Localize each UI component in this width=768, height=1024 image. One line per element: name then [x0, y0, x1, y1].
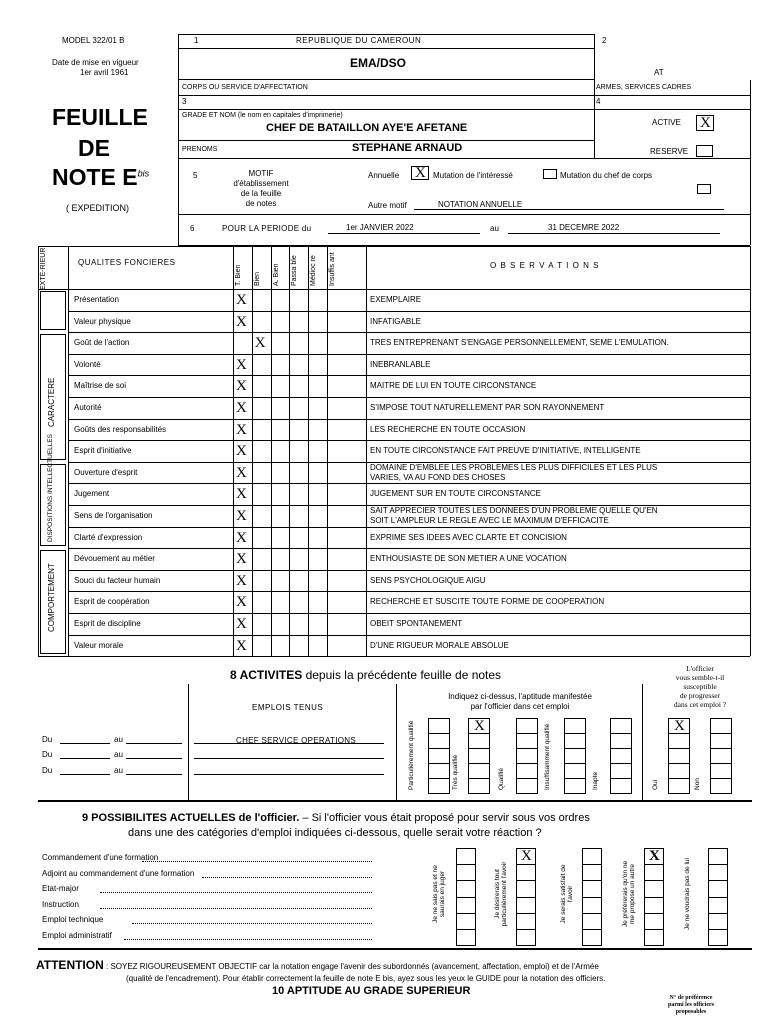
- aptitude-label-4: Inapte: [592, 771, 599, 790]
- rating-header-0: T. Bien: [235, 264, 242, 286]
- reaction-cell[interactable]: [516, 897, 536, 914]
- group-label-2: COMPORTEMENT: [47, 563, 56, 633]
- rating-mark[interactable]: X: [236, 594, 247, 611]
- aptitude-cell[interactable]: [468, 718, 490, 734]
- emplois-tenus-label: EMPLOIS TENUS: [252, 703, 324, 712]
- reaction-cell[interactable]: [582, 929, 602, 946]
- rating-mark[interactable]: X: [236, 508, 247, 524]
- emploi-category: Etat-major: [42, 884, 79, 893]
- rating-header-4: Médioc re: [310, 255, 318, 286]
- observation-text: SAIT APPRECIER TOUTES LES DONNEES D'UN PROBLEME QUELLE QU'EN: [370, 506, 658, 515]
- aptitude-mark: X: [674, 718, 685, 734]
- active-mark: X: [700, 115, 711, 131]
- col-exterieur: EXTÉ-RIEUR: [40, 247, 47, 290]
- aptitude-cell[interactable]: [564, 763, 586, 779]
- aptitude-cell[interactable]: [668, 748, 690, 764]
- aptitude-cell[interactable]: [516, 718, 538, 734]
- observation-text: LES RECHERCHE EN TOUTE OCCASION: [370, 424, 526, 434]
- observation-text: OBEIT SPONTANEMENT: [370, 619, 463, 628]
- attention-text-2: (qualité de l'encadrement). Pour établir correctement la feuille de note E bis, ayez sous les yeux le GUIDE pour la notation des officiers.: [126, 974, 606, 983]
- expedition-label: ( EXPEDITION): [66, 203, 130, 213]
- quality-label: Ouverture d'esprit: [74, 467, 138, 477]
- reaction-cell[interactable]: [516, 848, 536, 865]
- observation-text: RECHERCHE ET SUSCITE TOUTE FORME DE COOPERATION: [370, 597, 605, 607]
- emploi-category-dots: [142, 861, 372, 862]
- emploi-category-dots: [124, 939, 372, 940]
- reaction-cell[interactable]: [708, 864, 728, 881]
- aptitude-label-5: Oui: [652, 779, 659, 790]
- reaction-cell[interactable]: [644, 880, 664, 897]
- aptitude-cell[interactable]: [468, 748, 490, 764]
- aptitude-label-6: Non: [694, 778, 701, 790]
- reaction-cell[interactable]: [708, 929, 728, 946]
- quality-label: Autorité: [74, 403, 102, 412]
- aptitude-cell[interactable]: [610, 718, 632, 734]
- du-field[interactable]: [60, 743, 110, 744]
- field-number-4: 4: [596, 97, 601, 106]
- progress-question: L'officier vous semble-t-il susceptible de progresser dans cet emploi ?: [673, 664, 727, 709]
- mutation-chef-label: Mutation du chef de corps: [560, 171, 653, 180]
- reaction-label-3: Je préférerais qu'on ne me propose un autre: [622, 860, 636, 928]
- quality-label: Esprit d'initiative: [74, 446, 132, 456]
- quality-label: Esprit de coopération: [74, 597, 150, 607]
- reaction-label-4: Je ne voudrais pas de lui: [684, 858, 691, 930]
- reaction-cell[interactable]: [456, 848, 476, 865]
- rating-mark[interactable]: X: [236, 378, 247, 395]
- reaction-cell[interactable]: [516, 929, 536, 946]
- reaction-cell[interactable]: [582, 880, 602, 897]
- observation-text: DOMAINE D'EMBLEE LES PROBLEMES LES PLUS DIFFICILES ET LES PLUS: [370, 462, 658, 472]
- field-number-2: 2: [602, 36, 607, 45]
- quality-label: Clarté d'expression: [74, 532, 143, 542]
- aptitude-cell[interactable]: [668, 763, 690, 779]
- observation-text-line2: SOIT L'AMPLEUR LE REGLE AVEC LE MAXIMUM D'EFFICACITE: [370, 516, 609, 525]
- aptitude-cell[interactable]: [428, 778, 450, 794]
- indiquez-label: Indiquez ci-dessus, l'aptitude manifestée par l'officier dans cet emploi: [448, 692, 592, 711]
- reaction-cell[interactable]: [644, 929, 664, 946]
- field-number-5: 5: [193, 171, 198, 180]
- reaction-mark: X: [521, 848, 532, 864]
- reaction-cell[interactable]: [516, 913, 536, 930]
- aptitude-cell[interactable]: [668, 733, 690, 749]
- aptitude-mark: X: [474, 718, 485, 734]
- observation-text-line2: VARIES, VA AU FOND DES CHOSES: [370, 472, 506, 482]
- emploi-category: Emploi technique: [42, 915, 104, 924]
- du-label: Du: [42, 766, 53, 775]
- aptitude-label-2: Qualifié: [498, 767, 505, 790]
- aptitude-cell[interactable]: [610, 763, 632, 779]
- qualities-header: QUALITES FONCIERES: [78, 258, 176, 267]
- quality-label: Présentation: [74, 295, 119, 304]
- mutation-interesse-label: Mutation de l'intéressé: [433, 171, 513, 180]
- observation-text: SENS PSYCHOLOGIQUE AIGU: [370, 575, 486, 585]
- title-note: NOTE $E^{bis}$: [52, 164, 150, 190]
- aptitude-label-0: Particulièrement qualifié: [408, 720, 415, 790]
- rating-header-5: Insuffis ant: [329, 252, 336, 286]
- group-label-1: DISPOSITIONS INTELLECTUELLES: [47, 433, 54, 542]
- periode-au: au: [490, 224, 499, 233]
- field-number-3: 3: [182, 97, 187, 106]
- aptitude-cell[interactable]: [610, 748, 632, 764]
- active-label: ACTIVE: [652, 118, 681, 127]
- aptitude-cell[interactable]: [668, 778, 690, 794]
- title-de: DE: [78, 135, 110, 161]
- aptitude-cell[interactable]: [468, 763, 490, 779]
- rating-mark[interactable]: X: [236, 313, 247, 330]
- aptitude-cell[interactable]: [516, 733, 538, 749]
- date-value: 1er avril 1961: [80, 68, 129, 77]
- grade-value: CHEF DE BATAILLON AYE'E AFETANE: [266, 122, 468, 134]
- active-checkbox[interactable]: [696, 115, 714, 131]
- observation-text: EN TOUTE CIRCONSTANCE FAIT PREUVE D'INITIATIVE, INTELLIGENTE: [370, 446, 641, 456]
- annuelle-label: Annuelle: [368, 171, 400, 180]
- aptitude-label-3: Insuffisamment qualifié: [544, 723, 551, 790]
- aptitude-cell[interactable]: [468, 778, 490, 794]
- autre-motif-label: Autre motif: [368, 201, 407, 210]
- aptitude-cell[interactable]: [564, 718, 586, 734]
- reaction-mark: X: [649, 848, 660, 864]
- emploi-category: Emploi administratif: [42, 930, 112, 940]
- rating-header-2: A. Bien: [272, 263, 280, 286]
- rating-mark[interactable]: X: [236, 551, 247, 568]
- observation-text: MAITRE DE LUI EN TOUTE CIRCONSTANCE: [370, 381, 537, 391]
- reaction-cell[interactable]: [708, 848, 728, 865]
- aptitude-cell[interactable]: [710, 748, 732, 764]
- rating-mark[interactable]: X: [236, 637, 247, 654]
- reserve-label: RESERVE: [650, 147, 689, 156]
- reaction-cell[interactable]: [708, 880, 728, 897]
- emploi-field[interactable]: [194, 758, 384, 759]
- emploi-category-dots: [100, 892, 372, 893]
- quality-label: Souci du facteur humain: [74, 575, 161, 585]
- emploi-category: Commandement d'une formation: [42, 853, 159, 862]
- du-label: Du: [42, 750, 53, 759]
- periode-from: 1er JANVIER 2022: [346, 223, 414, 232]
- reaction-cell[interactable]: [644, 897, 664, 914]
- au-label: au: [114, 735, 123, 744]
- au-field[interactable]: [126, 774, 182, 775]
- prenoms-label: PRENOMS: [182, 146, 218, 153]
- quality-label: Valeur physique: [74, 316, 131, 326]
- reaction-cell[interactable]: [516, 864, 536, 881]
- quality-label: Valeur morale: [74, 640, 124, 650]
- aptitude-cell[interactable]: [564, 778, 586, 794]
- rating-mark[interactable]: X: [236, 616, 247, 632]
- rating-mark[interactable]: X: [236, 421, 247, 438]
- republic-label: REPUBLIQUE DU CAMEROUN: [296, 36, 422, 45]
- group-frame: [40, 291, 66, 330]
- reaction-cell[interactable]: [708, 897, 728, 914]
- annuelle-checkbox[interactable]: [411, 166, 429, 180]
- prenoms-value: STEPHANE ARNAUD: [352, 142, 463, 154]
- emploi-category-dots: [202, 877, 372, 878]
- aptitude-cell[interactable]: [468, 733, 490, 749]
- grade-label: GRADE ET NOM (le nom en capitales d'imprimerie): [182, 112, 343, 119]
- at-label: AT: [654, 68, 664, 77]
- emploi-category: Adjoint au commandement d'une formation: [42, 868, 195, 878]
- quality-label: Goût de l'action: [74, 338, 130, 348]
- quality-label: Sens de l'organisation: [74, 511, 153, 520]
- emploi-value: CHEF SERVICE OPERATIONS: [236, 736, 356, 745]
- observations-header: O B S E R V A T I O N S: [490, 261, 600, 270]
- reaction-label-1: Je désirerais tout particulièrement l'avoir: [494, 861, 508, 927]
- reaction-cell[interactable]: [644, 913, 664, 930]
- au-label: au: [114, 766, 123, 775]
- periode-to: 31 DECEMRE 2022: [548, 223, 620, 232]
- reaction-cell[interactable]: [582, 864, 602, 881]
- reaction-cell[interactable]: [456, 864, 476, 881]
- title-feuille: FEUILLE: [52, 104, 148, 130]
- other-motif-checkbox[interactable]: [697, 184, 711, 194]
- reaction-cell[interactable]: [582, 848, 602, 865]
- rating-mark[interactable]: X: [236, 464, 247, 481]
- unit-value: EMA/DSO: [350, 56, 407, 70]
- mutation-chef-checkbox[interactable]: [543, 169, 557, 179]
- activites-title: 8 ACTIVITES depuis la précédente feuille de notes: [230, 668, 502, 682]
- aptitude-cell[interactable]: [428, 763, 450, 779]
- reaction-cell[interactable]: [582, 897, 602, 914]
- aptitude-cell[interactable]: [516, 748, 538, 764]
- observation-text: JUGEMENT SUR EN TOUTE CIRCONSTANCE: [370, 489, 541, 499]
- reserve-checkbox[interactable]: [696, 145, 713, 157]
- observation-text: EXPRIME SES IDEES AVEC CLARTE ET CONCISION: [370, 532, 567, 542]
- aptitude-cell[interactable]: [564, 748, 586, 764]
- du-label: Du: [42, 735, 53, 744]
- possibilites-title: 9 POSSIBILITES ACTUELLES de l'officier. – Si l'officier vous était proposé pour servir sous vos ordres: [82, 812, 590, 824]
- rating-mark[interactable]: X: [236, 356, 247, 373]
- reaction-cell[interactable]: [456, 897, 476, 914]
- reaction-cell[interactable]: [644, 864, 664, 881]
- observation-text: S'IMPOSE TOUT NATURELLEMENT PAR SON RAYONNEMENT: [370, 403, 605, 412]
- autre-motif-value: NOTATION ANNUELLE: [438, 200, 523, 209]
- quality-label: Goûts des responsabilités: [74, 424, 167, 434]
- aptitude-cell[interactable]: [710, 718, 732, 734]
- aptitude-cell[interactable]: [428, 733, 450, 749]
- reaction-cell[interactable]: [456, 929, 476, 946]
- observation-text: EXEMPLAIRE: [370, 295, 422, 304]
- aptitude-cell[interactable]: [516, 778, 538, 794]
- rating-mark[interactable]: X: [254, 335, 266, 352]
- group-label-0: CARACTERE: [47, 377, 56, 427]
- observation-text: ENTHOUSIASTE DE SON METIER A UNE VOCATION: [370, 554, 567, 564]
- quality-label: Volonté: [74, 359, 101, 369]
- aptitude-cell[interactable]: [428, 718, 450, 734]
- quality-label: Dévouement au métier: [74, 554, 155, 564]
- aptitude-label-1: Très qualifié: [452, 754, 459, 790]
- reaction-cell[interactable]: [516, 880, 536, 897]
- aptitude-cell[interactable]: [564, 733, 586, 749]
- rating-header-3: Passa ble: [291, 255, 299, 286]
- attention-block: ATTENTION : SOYEZ RIGOUREUSEMENT OBJECTIF car la notation engage l'avenir des subordonnés (avancement, affectation, emploi) et de l'Armée: [36, 958, 599, 972]
- reaction-cell[interactable]: [708, 913, 728, 930]
- observation-text: D'UNE RIGUEUR MORALE ABSOLUE: [370, 640, 509, 650]
- rating-mark[interactable]: X: [236, 400, 247, 416]
- reaction-cell[interactable]: [456, 880, 476, 897]
- quality-label: Maîtrise de soi: [74, 381, 127, 391]
- corps-label: CORPS OU SERVICE D'AFFECTATION: [182, 84, 308, 91]
- periode-label: POUR LA PERIODE du: [222, 224, 312, 233]
- reaction-cell[interactable]: [456, 913, 476, 930]
- rating-mark[interactable]: X: [236, 529, 247, 546]
- rating-mark[interactable]: X: [236, 443, 247, 460]
- model-number: MODEL 322/01 B: [62, 36, 125, 45]
- rating-mark[interactable]: X: [236, 292, 247, 308]
- quality-label: Jugement: [74, 489, 110, 499]
- reaction-label-2: Je serais satisfait de l'avoir: [560, 864, 574, 924]
- aptitude-cell[interactable]: [710, 778, 732, 794]
- observation-text: INFATIGABLE: [370, 316, 421, 326]
- aptitude-cell[interactable]: [710, 733, 732, 749]
- emploi-category-dots: [132, 923, 372, 924]
- aptitude-cell[interactable]: [668, 718, 690, 734]
- reaction-cell[interactable]: [644, 848, 664, 865]
- armes-label: ARMES, SERVICES CADRES: [596, 84, 692, 91]
- observation-text: INEBRANLABLE: [370, 359, 431, 369]
- rating-header-1: Bien: [253, 271, 261, 286]
- emploi-category: Instruction: [42, 899, 79, 909]
- du-field[interactable]: [60, 758, 110, 759]
- motif-label: MOTIF d'établissement de la feuille de notes: [233, 169, 289, 208]
- annuelle-mark: X: [415, 165, 426, 181]
- au-field[interactable]: [126, 743, 182, 744]
- aptitude-cell[interactable]: [610, 778, 632, 794]
- emploi-field[interactable]: [194, 774, 384, 775]
- au-field[interactable]: [126, 758, 182, 759]
- aptitude-cell[interactable]: [710, 763, 732, 779]
- aptitude-cell[interactable]: [516, 763, 538, 779]
- au-label: au: [114, 750, 123, 759]
- rating-mark[interactable]: X: [236, 486, 247, 503]
- rating-mark[interactable]: X: [236, 572, 247, 589]
- reaction-cell[interactable]: [582, 913, 602, 930]
- preference-note: N° de préférence parmi les officiers proposables: [668, 995, 714, 1015]
- du-field[interactable]: [60, 774, 110, 775]
- aptitude-title: 10 APTITUDE AU GRADE SUPERIEUR: [272, 985, 471, 997]
- field-number-6: 6: [190, 224, 195, 233]
- possibilites-title-line2: dans une des catégories d'emploi indiquées ci-dessous, quelle serait votre réaction ?: [128, 827, 542, 839]
- aptitude-cell[interactable]: [610, 733, 632, 749]
- field-number-1: 1: [194, 36, 199, 45]
- date-label: Date de mise en vigueur: [52, 58, 139, 67]
- aptitude-cell[interactable]: [428, 748, 450, 764]
- quality-label: Esprit de discipline: [74, 619, 141, 628]
- reaction-label-0: Je ne sais pas et ne saurais en juger: [432, 865, 446, 923]
- emploi-category-dots: [100, 908, 372, 909]
- observation-text: TRES ENTREPRENANT S'ENGAGE PERSONNELLEMENT, SEME L'EMULATION.: [370, 338, 669, 348]
